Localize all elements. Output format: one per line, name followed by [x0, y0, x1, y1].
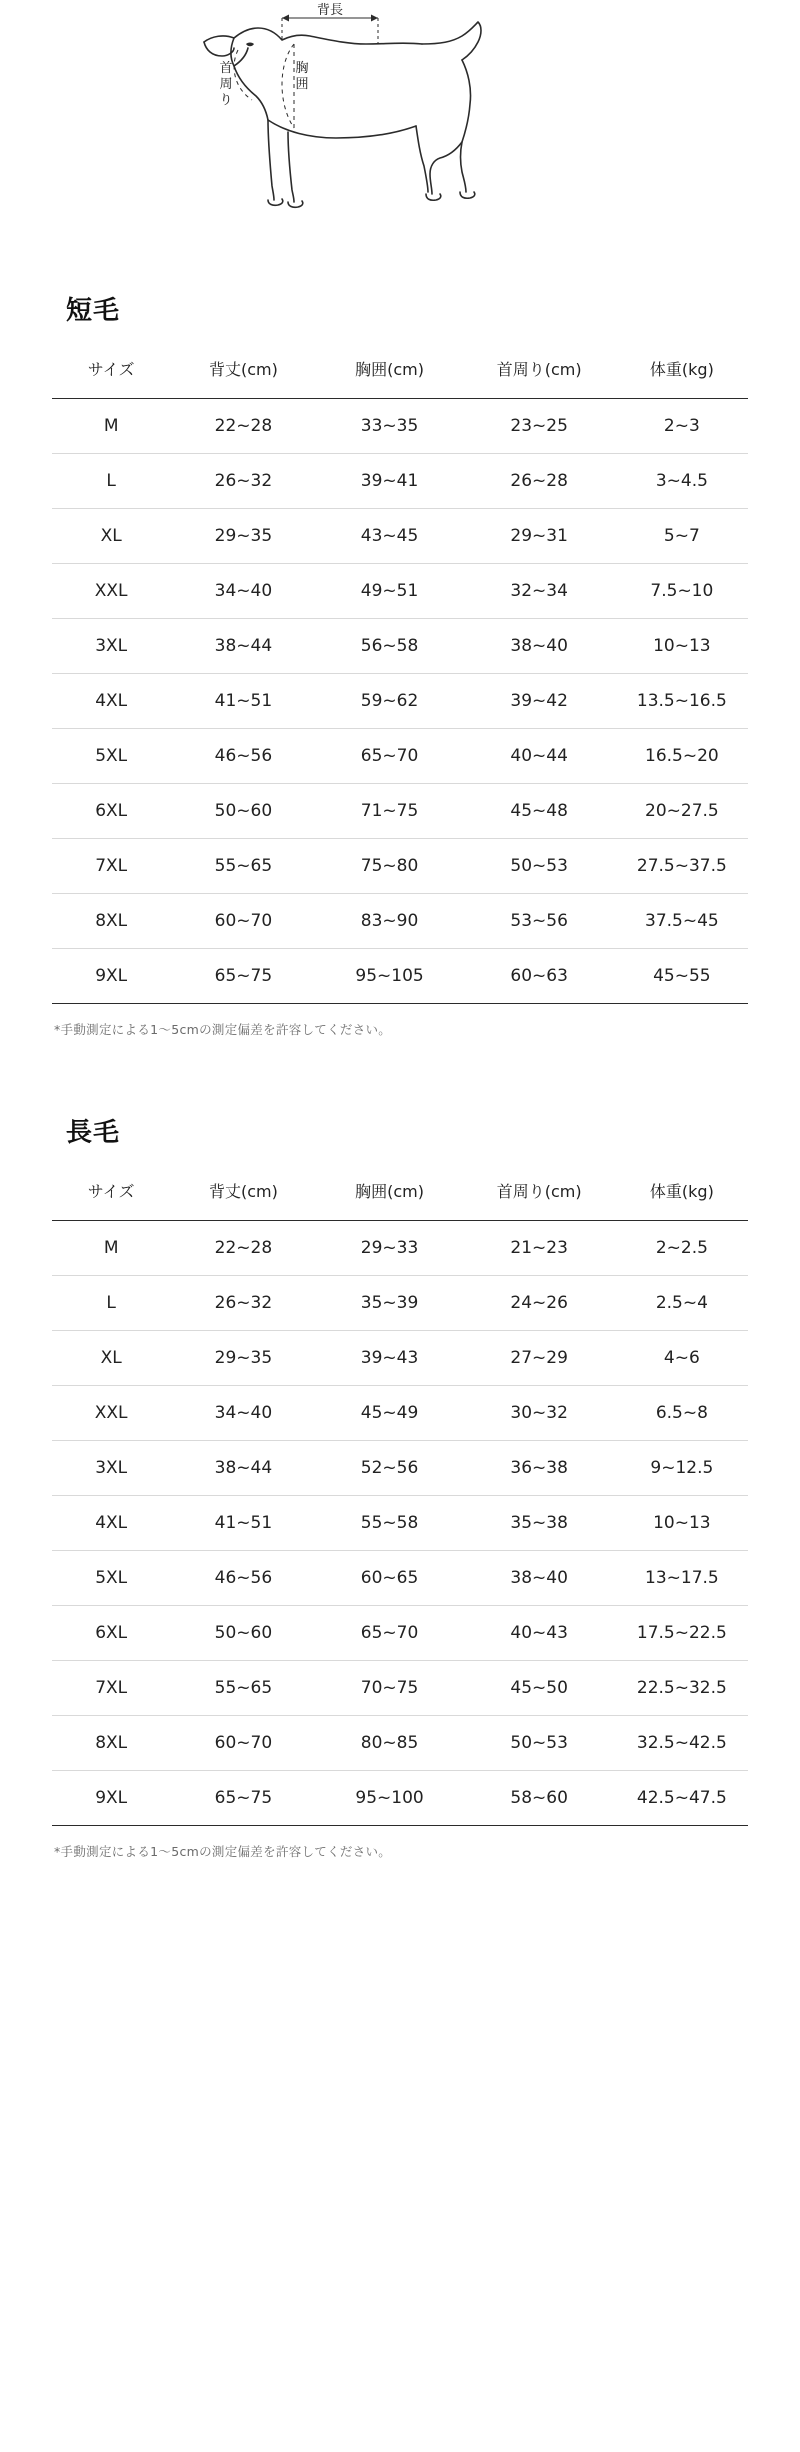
- cell-chest: 35~39: [316, 1276, 462, 1331]
- cell-neck: 40~43: [463, 1606, 616, 1661]
- cell-back: 26~32: [170, 1276, 316, 1331]
- cell-size: M: [52, 1221, 170, 1276]
- cell-weight: 13~17.5: [616, 1551, 748, 1606]
- column-header-back: 背丈(cm): [208, 1182, 278, 1201]
- cell-back: 65~75: [170, 1771, 316, 1826]
- cell-weight: 3~4.5: [616, 454, 748, 509]
- cell-back: 46~56: [170, 729, 316, 784]
- cell-size: XXL: [52, 1386, 170, 1441]
- table-row: [52, 949, 748, 1004]
- cell-weight: 20~27.5: [616, 784, 748, 839]
- column-header-weight: 体重(kg): [649, 1182, 714, 1201]
- table-row: [52, 1606, 748, 1661]
- section-short-hair: [0, 290, 800, 1038]
- column-header-back: 背丈(cm): [208, 360, 278, 379]
- cell-size: 6XL: [52, 1606, 170, 1661]
- diagram-label-neck: 首: [219, 61, 233, 76]
- column-header-chest: 胸囲(cm): [355, 360, 424, 379]
- column-header-size: サイズ: [87, 360, 135, 379]
- cell-back: 65~75: [170, 949, 316, 1004]
- cell-chest: 29~33: [316, 1221, 462, 1276]
- cell-size: 5XL: [52, 1551, 170, 1606]
- cell-chest: 52~56: [316, 1441, 462, 1496]
- cell-neck: 40~44: [463, 729, 616, 784]
- cell-neck: 24~26: [463, 1276, 616, 1331]
- cell-weight: 6.5~8: [616, 1386, 748, 1441]
- section-spacer: [0, 1038, 800, 1112]
- cell-chest: 65~70: [316, 1606, 462, 1661]
- cell-size: XL: [52, 1331, 170, 1386]
- cell-neck: 50~53: [463, 1716, 616, 1771]
- cell-back: 38~44: [170, 619, 316, 674]
- cell-chest: 71~75: [316, 784, 462, 839]
- cell-size: 8XL: [52, 1716, 170, 1771]
- column-header-neck: 首周り(cm): [496, 360, 582, 379]
- svg-text:囲: 囲: [295, 77, 309, 92]
- cell-weight: 9~12.5: [616, 1441, 748, 1496]
- cell-weight: 2~3: [616, 399, 748, 454]
- cell-size: 9XL: [52, 1771, 170, 1826]
- cell-back: 34~40: [170, 1386, 316, 1441]
- table-row: [52, 564, 748, 619]
- section-title-short-hair: 短毛: [66, 296, 121, 326]
- cell-neck: 36~38: [463, 1441, 616, 1496]
- cell-weight: 45~55: [616, 949, 748, 1004]
- cell-chest: 39~43: [316, 1331, 462, 1386]
- cell-back: 29~35: [170, 509, 316, 564]
- cell-chest: 70~75: [316, 1661, 462, 1716]
- cell-chest: 80~85: [316, 1716, 462, 1771]
- cell-size: M: [52, 399, 170, 454]
- diagram-label-chest: 胸: [295, 61, 309, 76]
- cell-size: 6XL: [52, 784, 170, 839]
- cell-chest: 45~49: [316, 1386, 462, 1441]
- table-row: [52, 509, 748, 564]
- cell-chest: 55~58: [316, 1496, 462, 1551]
- cell-neck: 29~31: [463, 509, 616, 564]
- cell-weight: 27.5~37.5: [616, 839, 748, 894]
- cell-neck: 30~32: [463, 1386, 616, 1441]
- cell-back: 55~65: [170, 1661, 316, 1716]
- table-row: [52, 1441, 748, 1496]
- cell-chest: 59~62: [316, 674, 462, 729]
- cell-weight: 7.5~10: [616, 564, 748, 619]
- cell-neck: 60~63: [463, 949, 616, 1004]
- table-row: [52, 839, 748, 894]
- dog-measurement-diagram: [0, 0, 800, 290]
- cell-back: 55~65: [170, 839, 316, 894]
- cell-size: XXL: [52, 564, 170, 619]
- cell-neck: 32~34: [463, 564, 616, 619]
- cell-chest: 33~35: [316, 399, 462, 454]
- cell-neck: 45~48: [463, 784, 616, 839]
- cell-back: 34~40: [170, 564, 316, 619]
- table-header-row: [52, 1173, 748, 1221]
- cell-weight: 10~13: [616, 1496, 748, 1551]
- cell-weight: 32.5~42.5: [616, 1716, 748, 1771]
- cell-size: 5XL: [52, 729, 170, 784]
- cell-weight: 5~7: [616, 509, 748, 564]
- cell-chest: 60~65: [316, 1551, 462, 1606]
- cell-back: 26~32: [170, 454, 316, 509]
- table-row: [52, 1661, 748, 1716]
- table-row: [52, 1496, 748, 1551]
- cell-chest: 49~51: [316, 564, 462, 619]
- cell-size: 4XL: [52, 1496, 170, 1551]
- table-row: [52, 1331, 748, 1386]
- cell-back: 60~70: [170, 894, 316, 949]
- table-row: [52, 454, 748, 509]
- section-long-hair: [0, 1112, 800, 1860]
- cell-back: 29~35: [170, 1331, 316, 1386]
- column-header-neck: 首周り(cm): [496, 1182, 582, 1201]
- table-row: [52, 1716, 748, 1771]
- measurement-note-short-hair: *手動測定による1〜5cmの測定偏差を許容してください。: [54, 1022, 392, 1037]
- cell-neck: 26~28: [463, 454, 616, 509]
- cell-weight: 13.5~16.5: [616, 674, 748, 729]
- cell-weight: 2.5~4: [616, 1276, 748, 1331]
- size-table-short-hair: [52, 351, 748, 1004]
- table-row: [52, 784, 748, 839]
- cell-back: 46~56: [170, 1551, 316, 1606]
- cell-neck: 21~23: [463, 1221, 616, 1276]
- table-row: [52, 1771, 748, 1826]
- svg-text:周: 周: [219, 77, 233, 92]
- cell-chest: 56~58: [316, 619, 462, 674]
- cell-neck: 27~29: [463, 1331, 616, 1386]
- cell-size: L: [52, 454, 170, 509]
- table-row: [52, 1386, 748, 1441]
- cell-back: 60~70: [170, 1716, 316, 1771]
- table-row: [52, 1551, 748, 1606]
- cell-weight: 37.5~45: [616, 894, 748, 949]
- table-row: [52, 674, 748, 729]
- cell-chest: 43~45: [316, 509, 462, 564]
- table-row: [52, 729, 748, 784]
- cell-chest: 95~100: [316, 1771, 462, 1826]
- table-row: [52, 1221, 748, 1276]
- cell-neck: 38~40: [463, 1551, 616, 1606]
- column-header-weight: 体重(kg): [649, 360, 714, 379]
- cell-weight: 10~13: [616, 619, 748, 674]
- cell-size: 8XL: [52, 894, 170, 949]
- table-row: [52, 894, 748, 949]
- cell-back: 38~44: [170, 1441, 316, 1496]
- cell-chest: 83~90: [316, 894, 462, 949]
- cell-chest: 39~41: [316, 454, 462, 509]
- cell-back: 41~51: [170, 674, 316, 729]
- table-header-row: [52, 351, 748, 399]
- svg-text:り: り: [219, 93, 233, 108]
- cell-chest: 65~70: [316, 729, 462, 784]
- cell-weight: 22.5~32.5: [616, 1661, 748, 1716]
- cell-weight: 16.5~20: [616, 729, 748, 784]
- table-row: [52, 399, 748, 454]
- cell-size: XL: [52, 509, 170, 564]
- table-row: [52, 619, 748, 674]
- cell-size: 3XL: [52, 619, 170, 674]
- cell-size: 4XL: [52, 674, 170, 729]
- size-table-long-hair: [52, 1173, 748, 1826]
- column-header-size: サイズ: [87, 1182, 135, 1201]
- cell-neck: 58~60: [463, 1771, 616, 1826]
- cell-back: 50~60: [170, 1606, 316, 1661]
- diagram-label-back-length: 背長: [316, 3, 344, 18]
- measurement-note-long-hair: *手動測定による1〜5cmの測定偏差を許容してください。: [54, 1844, 392, 1859]
- cell-neck: 23~25: [463, 399, 616, 454]
- cell-weight: 17.5~22.5: [616, 1606, 748, 1661]
- cell-neck: 45~50: [463, 1661, 616, 1716]
- table-row: [52, 1276, 748, 1331]
- cell-size: 7XL: [52, 839, 170, 894]
- section-title-long-hair: 長毛: [66, 1118, 121, 1148]
- column-header-chest: 胸囲(cm): [355, 1182, 424, 1201]
- cell-back: 22~28: [170, 399, 316, 454]
- cell-back: 22~28: [170, 1221, 316, 1276]
- cell-chest: 95~105: [316, 949, 462, 1004]
- cell-size: 7XL: [52, 1661, 170, 1716]
- cell-neck: 39~42: [463, 674, 616, 729]
- cell-chest: 75~80: [316, 839, 462, 894]
- cell-size: 9XL: [52, 949, 170, 1004]
- bottom-spacer: [0, 1860, 800, 1930]
- cell-neck: 50~53: [463, 839, 616, 894]
- cell-weight: 42.5~47.5: [616, 1771, 748, 1826]
- cell-neck: 53~56: [463, 894, 616, 949]
- cell-neck: 35~38: [463, 1496, 616, 1551]
- cell-weight: 4~6: [616, 1331, 748, 1386]
- cell-back: 41~51: [170, 1496, 316, 1551]
- cell-back: 50~60: [170, 784, 316, 839]
- cell-neck: 38~40: [463, 619, 616, 674]
- cell-weight: 2~2.5: [616, 1221, 748, 1276]
- cell-size: L: [52, 1276, 170, 1331]
- cell-size: 3XL: [52, 1441, 170, 1496]
